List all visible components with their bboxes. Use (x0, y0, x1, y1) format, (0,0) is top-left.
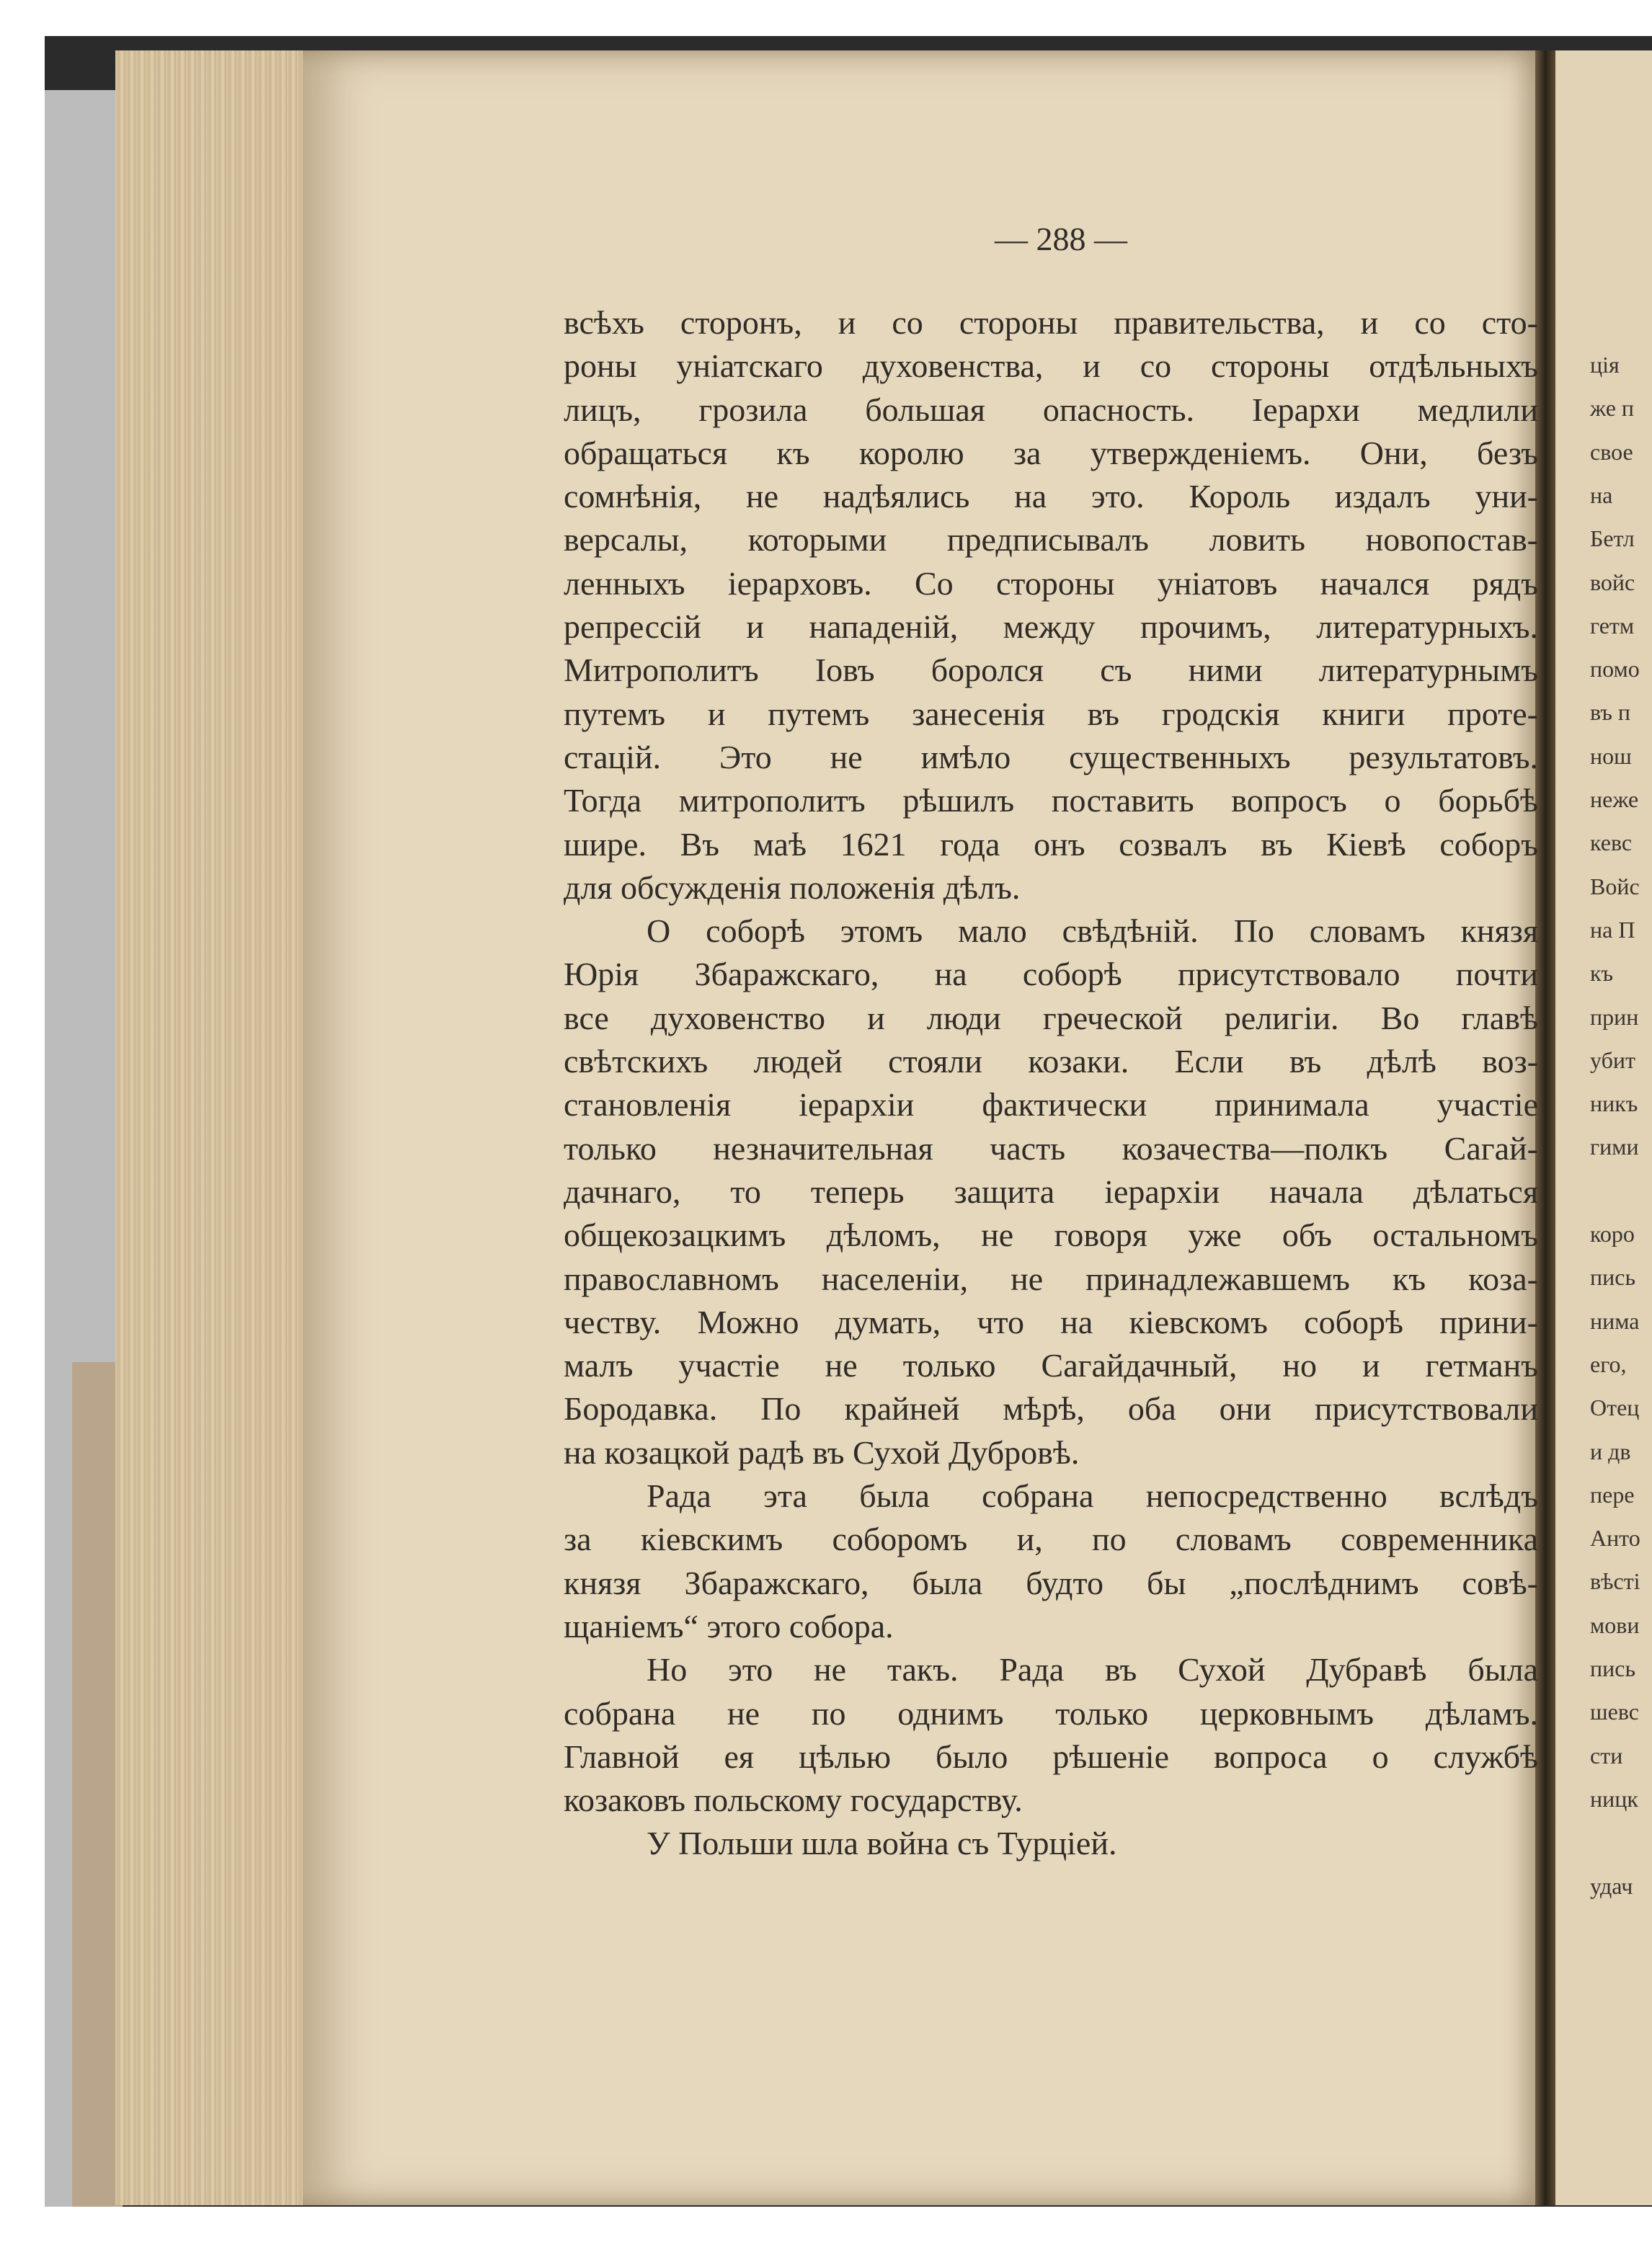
text-line: сомнѣнія, не надѣялись на это. Король издалъ уни- (564, 478, 1538, 515)
text-line: православномъ населеніи, не принадлежавшемъ къ коза- (564, 1260, 1538, 1297)
facing-page-line: и дв (1590, 1438, 1631, 1464)
facing-page-line: помо (1590, 656, 1640, 682)
facing-page-line: Бетл (1590, 525, 1635, 552)
text-line: обращаться къ королю за утвержденіемъ. Они, безъ (564, 434, 1538, 471)
text-line: становленія іерархіи фактически принимала участіе (564, 1086, 1538, 1124)
text-line: лицъ, грозила большая опасность. Іерархи медлили (564, 391, 1538, 428)
facing-page-line: ція (1590, 352, 1620, 378)
facing-page-line: на (1590, 481, 1613, 508)
facing-page-line: нима (1590, 1307, 1640, 1334)
facing-page-line: на П (1590, 916, 1635, 943)
facing-page-line: гими (1590, 1134, 1639, 1160)
text-line: шире. Въ маѣ 1621 года онъ созвалъ въ Кіевѣ соборъ (564, 825, 1538, 863)
facing-page-line: пись (1590, 1655, 1636, 1681)
facing-page-line: прин (1590, 1003, 1639, 1030)
book-gutter (1535, 50, 1555, 2205)
facing-page-line: Войс (1590, 873, 1640, 899)
page-number: — 288 — (995, 221, 1127, 257)
facing-page-line: вѣсті (1590, 1568, 1640, 1595)
facing-page-line: убит (1590, 1046, 1635, 1073)
facing-page-line: свое (1590, 438, 1633, 465)
facing-page-line: мови (1590, 1611, 1640, 1638)
text-line: Главной ея цѣлью было рѣшеніе вопроса о службѣ (564, 1738, 1538, 1775)
text-line: У Польши шла война съ Турціей. (647, 1825, 1117, 1862)
text-line: Бородавка. По крайней мѣрѣ, оба они присутствовали (564, 1390, 1538, 1428)
text-line: князя Збаражскаго, была будто бы „послѣднимъ совѣ- (564, 1564, 1538, 1601)
facing-page-line: къ (1590, 960, 1614, 987)
facing-page (1555, 50, 1652, 2205)
facing-page-line: шевс (1590, 1699, 1639, 1725)
facing-page-line: нош (1590, 742, 1632, 769)
facing-page-line: гетм (1590, 612, 1635, 639)
facing-page-line: въ п (1590, 699, 1630, 726)
text-line: общекозацкимъ дѣломъ, не говоря уже объ остальномъ (564, 1216, 1538, 1254)
facing-page-line: никъ (1590, 1090, 1638, 1117)
facing-page-line: пере (1590, 1481, 1635, 1508)
text-line: козаковъ польскому государству. (564, 1781, 1023, 1819)
text-line: Юрія Збаражскаго, на соборѣ присутствовало почти (564, 956, 1538, 993)
text-line: О соборѣ этомъ мало свѣдѣній. По словамъ князя (647, 912, 1538, 950)
text-line: путемъ и путемъ занесенія въ гродскія книги проте- (564, 695, 1538, 732)
text-line: репрессій и нападеній, между прочимъ, литературныхъ. (564, 608, 1538, 646)
facing-page-line: удач (1590, 1872, 1633, 1899)
text-line: ленныхъ іерарховъ. Со стороны уніатовъ начался рядъ (564, 564, 1538, 602)
text-line: Митрополитъ Іовъ боролся съ ними литературнымъ (564, 651, 1538, 689)
text-line: Тогда митрополитъ рѣшилъ поставить вопросъ о борьбѣ (564, 782, 1538, 819)
facing-page-line: сти (1590, 1742, 1623, 1769)
text-line: Рада эта была собрана непосредственно вслѣдъ (647, 1477, 1538, 1515)
text-line: Но это не такъ. Рада въ Сухой Дубравѣ была (647, 1651, 1538, 1689)
text-line: для обсужденія положенія дѣлъ. (564, 868, 1021, 906)
text-line: стацій. Это не имѣло существенныхъ результатовъ. (564, 738, 1538, 775)
text-line: роны уніатскаго духовенства, и со стороны отдѣльныхъ (564, 347, 1538, 385)
facing-page-line: его, (1590, 1351, 1627, 1377)
facing-page-line: Анто (1590, 1525, 1640, 1552)
text-line: щаніемъ“ этого собора. (564, 1607, 894, 1645)
facing-page-line: пись (1590, 1264, 1636, 1291)
text-line: честву. Можно думать, что на кіевскомъ соборѣ прини- (564, 1303, 1538, 1340)
facing-page-line: Отец (1590, 1394, 1640, 1421)
facing-page-line: неже (1590, 786, 1639, 812)
facing-page-line: коро (1590, 1221, 1635, 1247)
text-line: свѣтскихъ людей стояли козаки. Если въ дѣлѣ воз- (564, 1043, 1538, 1080)
text-line: все духовенство и люди греческой религіи. Во главѣ (564, 999, 1538, 1036)
text-line: собрана не по однимъ только церковнымъ дѣламъ. (564, 1694, 1538, 1732)
page-text (564, 301, 1538, 1866)
facing-page-line: же п (1590, 395, 1635, 422)
text-line: только незначительная часть козачества—полкъ Сагай- (564, 1129, 1538, 1167)
text-line: на козацкой радѣ въ Сухой Дубровѣ. (564, 1433, 1080, 1471)
facing-page-line: войс (1590, 569, 1635, 595)
text-line: версалы, которыми предписывалъ ловить новопостав- (564, 521, 1538, 559)
text-line: за кіевскимъ соборомъ и, по словамъ современника (564, 1521, 1538, 1558)
text-line: всѣхъ сторонъ, и со стороны правительства, и со сто- (564, 304, 1538, 341)
text-line: малъ участіе не только Сагайдачный, но и гетманъ (564, 1347, 1538, 1384)
facing-page-line: кевс (1590, 829, 1633, 856)
text-line: дачнаго, то теперь защита іерархіи начала дѣлаться (564, 1173, 1538, 1210)
facing-page-line: ницк (1590, 1785, 1638, 1812)
